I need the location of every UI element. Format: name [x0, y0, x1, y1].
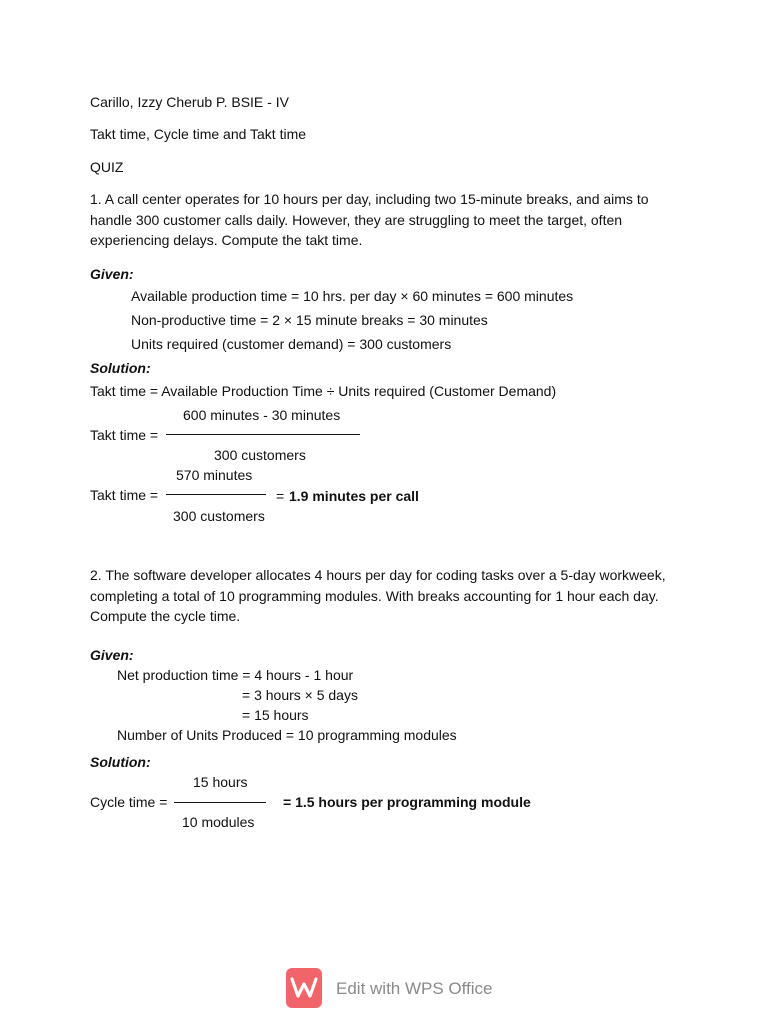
q1-step2-numerator: 570 minutes	[176, 467, 253, 483]
q1-step1-denominator: 300 customers	[214, 447, 306, 463]
q2-numerator: 15 hours	[193, 774, 248, 790]
q2-given-line-2: = 3 hours × 5 days	[242, 687, 358, 703]
q1-result: 1.9 minutes per call	[289, 488, 419, 504]
q2-result: = 1.5 hours per programming module	[283, 794, 531, 810]
q1-step2-fraction-bar	[166, 494, 266, 495]
q2-solution-label: Solution:	[90, 754, 151, 770]
q1-formula: Takt time = Available Production Time ÷ Units required (Customer Demand)	[90, 383, 557, 399]
q1-step2-lhs: Takt time =	[90, 487, 159, 503]
author-line: Carillo, Izzy Cherub P. BSIE - IV	[90, 94, 289, 110]
q1-given-label: Given:	[90, 266, 134, 282]
q2-denominator: 10 modules	[182, 814, 255, 830]
document-topic: Takt time, Cycle time and Takt time	[90, 126, 307, 142]
q2-given-line-3: = 15 hours	[242, 707, 309, 723]
q1-step1-fraction-bar	[166, 434, 360, 435]
q2-given-line-4: Number of Units Produced = 10 programming modules	[117, 727, 457, 743]
q2-given-line-1: Net production time = 4 hours - 1 hour	[117, 667, 354, 683]
q1-given-line-1: Available production time = 10 hrs. per day × 60 minutes = 600 minutes	[131, 288, 574, 304]
q1-step2-equals: =	[276, 488, 285, 504]
q2-given-label: Given:	[90, 647, 134, 663]
q2-lhs: Cycle time =	[90, 794, 168, 810]
wps-logo-icon[interactable]	[286, 968, 322, 1008]
q1-solution-label: Solution:	[90, 360, 151, 376]
q1-given-line-3: Units required (customer demand) = 300 customers	[131, 336, 452, 352]
question-1-prompt: 1. A call center operates for 10 hours per day, including two 15-minute breaks, and aims to handle 300 customer calls daily. However, they are struggling to meet the target, often experiencing delays. Compute the takt time.	[90, 191, 649, 248]
q1-step1-numerator: 600 minutes - 30 minutes	[183, 407, 341, 423]
q2-fraction-bar	[174, 802, 266, 803]
edit-with-wps-link[interactable]: Edit with WPS Office	[336, 979, 493, 998]
q1-step1-lhs: Takt time =	[90, 427, 159, 443]
q1-step2-denominator: 300 customers	[173, 508, 265, 524]
quiz-label: QUIZ	[90, 159, 124, 175]
q1-given-line-2: Non-productive time = 2 × 15 minute breaks = 30 minutes	[131, 312, 488, 328]
question-2-prompt: 2. The software developer allocates 4 hours per day for coding tasks over a 5-day workweek, completing a total of 10 programming modules. With breaks accounting for 1 hour each day. Compute the cycle time.	[90, 567, 666, 624]
